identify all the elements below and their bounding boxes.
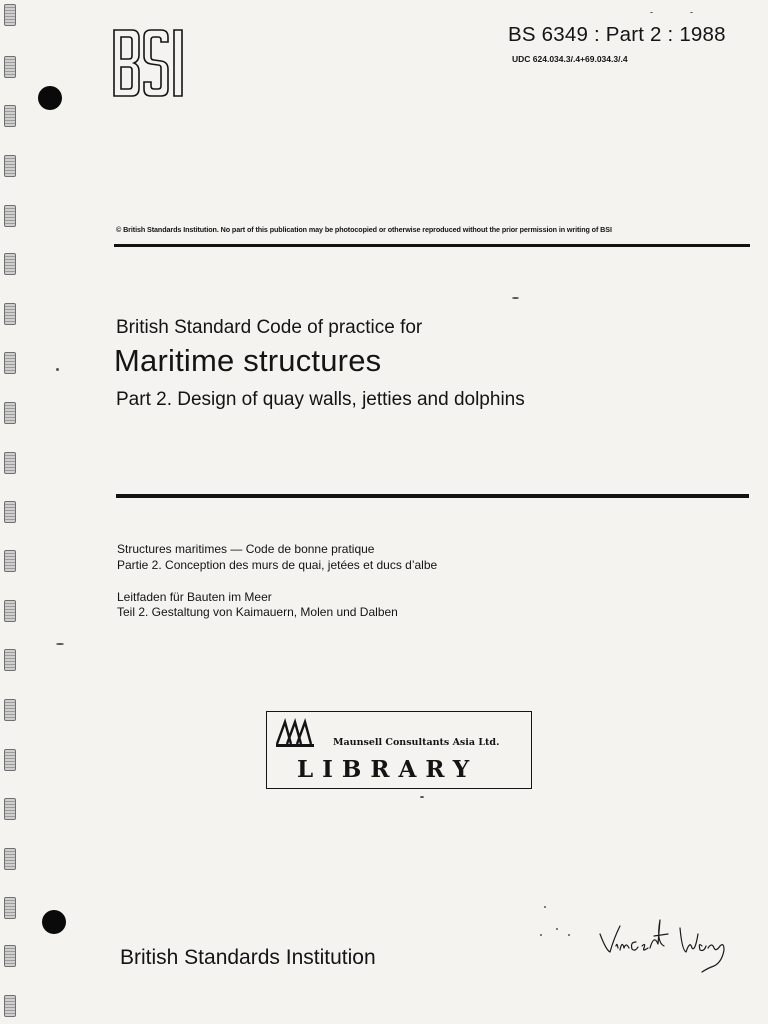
scan-speck xyxy=(556,928,558,930)
binding-slot xyxy=(4,205,16,227)
french-title-line1: Structures maritimes — Code de bonne pratique xyxy=(117,542,375,556)
binding-slot xyxy=(4,897,16,919)
binding-slot xyxy=(4,402,16,424)
scan-speck xyxy=(544,906,546,908)
standard-number: BS 6349 : Part 2 : 1988 xyxy=(508,23,726,46)
binding-slot xyxy=(4,303,16,325)
stamp-library-label: LIBRARY xyxy=(297,756,479,783)
company-logo-icon xyxy=(275,718,315,748)
binding-slot xyxy=(4,501,16,523)
binding-strip xyxy=(0,0,34,1024)
binding-slot xyxy=(4,352,16,374)
publisher-name: British Standards Institution xyxy=(120,946,376,969)
binding-slot xyxy=(4,848,16,870)
binding-slot xyxy=(4,253,16,275)
punch-hole-bottom xyxy=(42,910,66,934)
binding-slot xyxy=(4,550,16,572)
divider-rule xyxy=(116,494,749,498)
scan-speck xyxy=(420,796,424,798)
copyright-notice: © British Standards Institution. No part of this publication may be photocopied or otherwise reproduced without the prior permission in writing of BSI xyxy=(116,225,612,234)
binding-slot xyxy=(4,995,16,1017)
french-title-line2: Partie 2. Conception des murs de quai, jetées et ducs d’albe xyxy=(117,558,438,572)
document-title: Maritime structures xyxy=(114,343,382,378)
binding-slot xyxy=(4,649,16,671)
udc-code: UDC 624.034.3/.4+69.034.3/.4 xyxy=(512,54,628,64)
library-stamp xyxy=(266,711,532,789)
german-title-line1: Leitfaden für Bauten im Meer xyxy=(117,590,272,604)
german-title-line2: Teil 2. Gestaltung von Kaimauern, Molen und Dalben xyxy=(117,605,398,619)
binding-slot xyxy=(4,699,16,721)
binding-slot xyxy=(4,56,16,78)
scan-speck xyxy=(650,12,653,13)
binding-slot xyxy=(4,945,16,967)
binding-slot xyxy=(4,105,16,127)
scan-speck xyxy=(56,643,64,645)
handwritten-signature xyxy=(598,912,738,982)
binding-slot xyxy=(4,600,16,622)
scan-speck xyxy=(540,934,542,936)
binding-slot xyxy=(4,749,16,771)
scan-speck xyxy=(568,934,570,936)
bsi-logo-icon xyxy=(112,28,196,98)
stamp-company-name: Maunsell Consultants Asia Ltd. xyxy=(333,737,500,748)
scan-speck xyxy=(512,297,519,299)
divider-rule xyxy=(114,244,750,247)
binding-slot xyxy=(4,452,16,474)
scan-speck xyxy=(690,12,693,13)
punch-hole-top xyxy=(38,86,62,110)
binding-slot xyxy=(4,155,16,177)
title-kicker: British Standard Code of practice for xyxy=(116,317,423,338)
binding-slot xyxy=(4,798,16,820)
scan-speck xyxy=(56,368,59,371)
binding-slot xyxy=(4,4,16,26)
part-title: Part 2. Design of quay walls, jetties and dolphins xyxy=(116,389,525,410)
